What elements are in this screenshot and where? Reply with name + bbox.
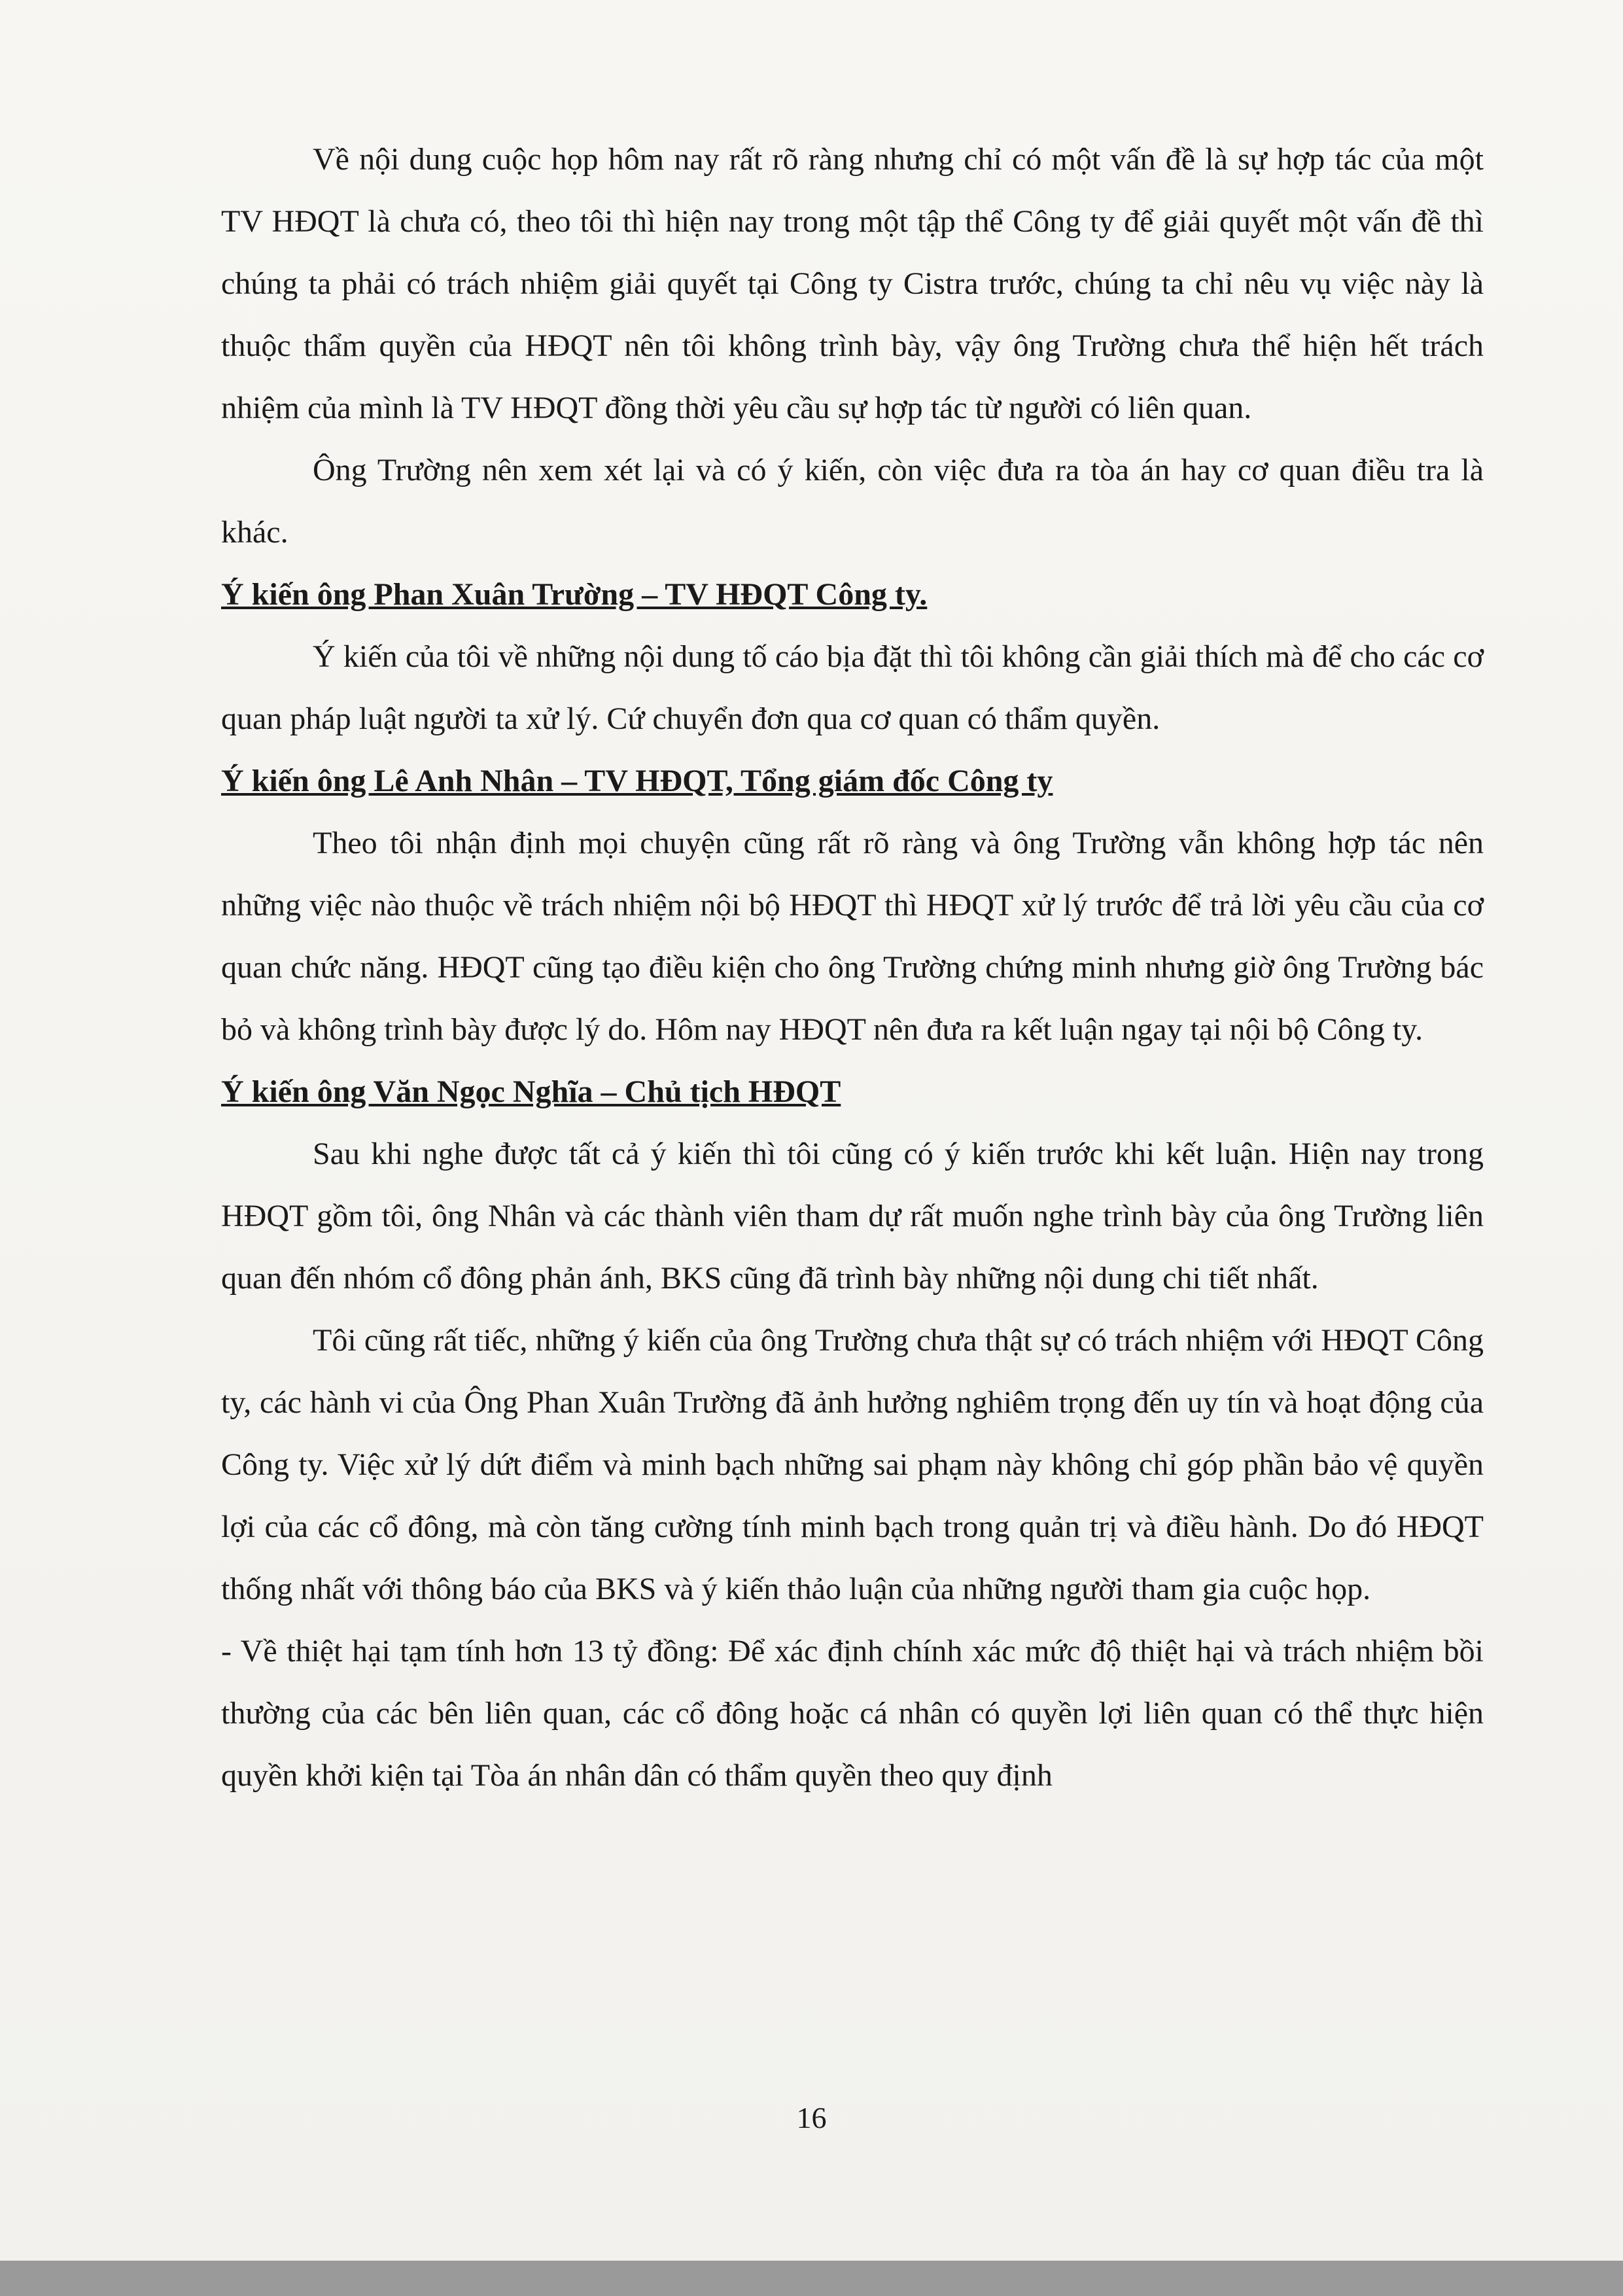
document-body <box>221 128 1484 1807</box>
paragraph: Về nội dung cuộc họp hôm nay rất rõ ràng nhưng chỉ có một vấn đề là sự hợp tác của một TV HĐQT là chưa có, theo tôi thì hiện nay trong một tập thể Công ty để giải quyết một vấn đề thì chúng ta phải có trách nhiệm giải quyết tại Công ty Cistra trước, chúng ta chỉ nêu vụ việc này là thuộc thẩm quyền của HĐQT nên tôi không trình bày, vậy ông Trường chưa thể hiện hết trách nhiệm của mình là TV HĐQT đồng thời yêu cầu sự hợp tác từ người có liên quan. <box>221 142 1484 425</box>
section-heading: Ý kiến ông Phan Xuân Trường – TV HĐQT Công ty. <box>221 577 928 612</box>
paragraph: Ông Trường nên xem xét lại và có ý kiến, còn việc đưa ra tòa án hay cơ quan điều tra là khác. <box>221 453 1484 550</box>
paragraph: Sau khi nghe được tất cả ý kiến thì tôi cũng có ý kiến trước khi kết luận. Hiện nay trong HĐQT gồm tôi, ông Nhân và các thành viên tham dự rất muốn nghe trình bày của ông Trường liên quan đến nhóm cổ đông phản ánh, BKS cũng đã trình bày những nội dung chi tiết nhất. <box>221 1137 1484 1296</box>
paragraph: Theo tôi nhận định mọi chuyện cũng rất rõ ràng và ông Trường vẫn không hợp tác nên những việc nào thuộc về trách nhiệm nội bộ HĐQT thì HĐQT xử lý trước để trả lời yêu cầu của cơ quan chức năng. HĐQT cũng tạo điều kiện cho ông Trường chứng minh nhưng giờ ông Trường bác bỏ và không trình bày được lý do. Hôm nay HĐQT nên đưa ra kết luận ngay tại nội bộ Công ty. <box>221 826 1484 1047</box>
scan-edge <box>0 2261 1623 2296</box>
page-number: 16 <box>796 2101 827 2134</box>
paragraph: - Về thiệt hại tạm tính hơn 13 tỷ đồng: Để xác định chính xác mức độ thiệt hại và trách nhiệm bồi thường của các bên liên quan, các cổ đông hoặc cá nhân có quyền lợi liên quan có thể thực hiện quyền khởi kiện tại Tòa án nhân dân có thẩm quyền theo quy định <box>221 1634 1484 1793</box>
section-heading: Ý kiến ông Văn Ngọc Nghĩa – Chủ tịch HĐQT <box>221 1074 841 1109</box>
paragraph: Ý kiến của tôi về những nội dung tố cáo bịa đặt thì tôi không cần giải thích mà để cho các cơ quan pháp luật người ta xử lý. Cứ chuyển đơn qua cơ quan có thẩm quyền. <box>221 639 1484 736</box>
section-heading: Ý kiến ông Lê Anh Nhân – TV HĐQT, Tổng giám đốc Công ty <box>221 764 1053 798</box>
paragraph: Tôi cũng rất tiếc, những ý kiến của ông Trường chưa thật sự có trách nhiệm với HĐQT Công ty, các hành vi của Ông Phan Xuân Trường đã ảnh hưởng nghiêm trọng đến uy tín và hoạt động của Công ty. Việc xử lý dứt điểm và minh bạch những sai phạm này không chỉ góp phần bảo vệ quyền lợi của các cổ đông, mà còn tăng cường tính minh bạch trong quản trị và điều hành. Do đó HĐQT thống nhất với thông báo của BKS và ý kiến thảo luận của những người tham gia cuộc họp. <box>221 1323 1484 1606</box>
